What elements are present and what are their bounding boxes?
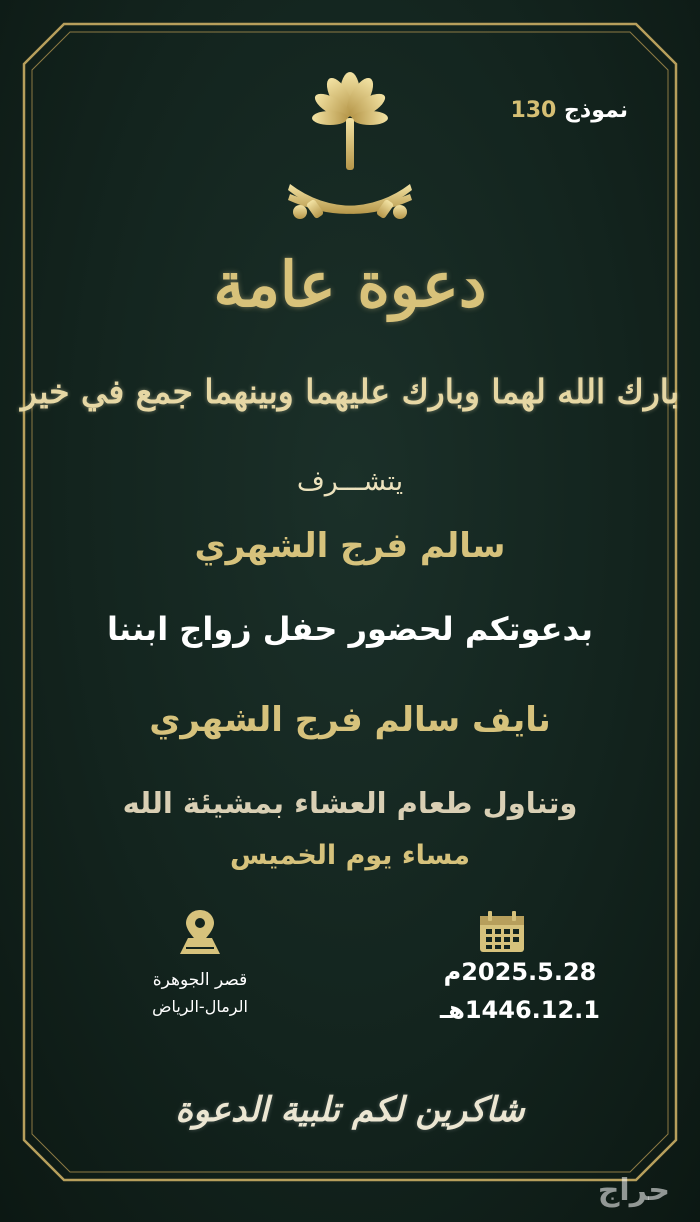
dinner-line: وتناول طعام العشاء بمشيئة الله	[122, 786, 578, 820]
model-label	[510, 98, 628, 123]
venue-area: الرمال-الرياض	[152, 997, 248, 1016]
day-line: مساء يوم الخميس	[230, 840, 470, 871]
map-pin-icon	[176, 908, 224, 956]
model-word: نموذج	[564, 98, 628, 123]
closing-text: شاكرين لكم تلبية الدعوة	[175, 1090, 525, 1130]
palm-swords-emblem-icon	[270, 72, 430, 242]
calendar-icon	[478, 910, 526, 954]
invitation-title: دعوة عامة	[213, 248, 487, 321]
gregorian-date: 2025.5.28م	[443, 958, 597, 986]
hijri-date: 1446.12.1هـ	[440, 996, 600, 1024]
blessing-text: بارك الله لهما وبارك عليهما وبينهما جمع في خير	[20, 372, 680, 411]
invitation-line: بدعوتكم لحضور حفل زواج ابننا	[107, 610, 593, 648]
model-number: 130	[510, 98, 557, 123]
watermark-logo: حراج	[597, 1173, 670, 1208]
host-name: سالم فرج الشهري	[194, 526, 506, 566]
groom-name: نايف سالم فرج الشهري	[149, 700, 551, 740]
honor-text: يتشـــرف	[296, 466, 404, 497]
venue-name: قصر الجوهرة	[152, 970, 248, 990]
